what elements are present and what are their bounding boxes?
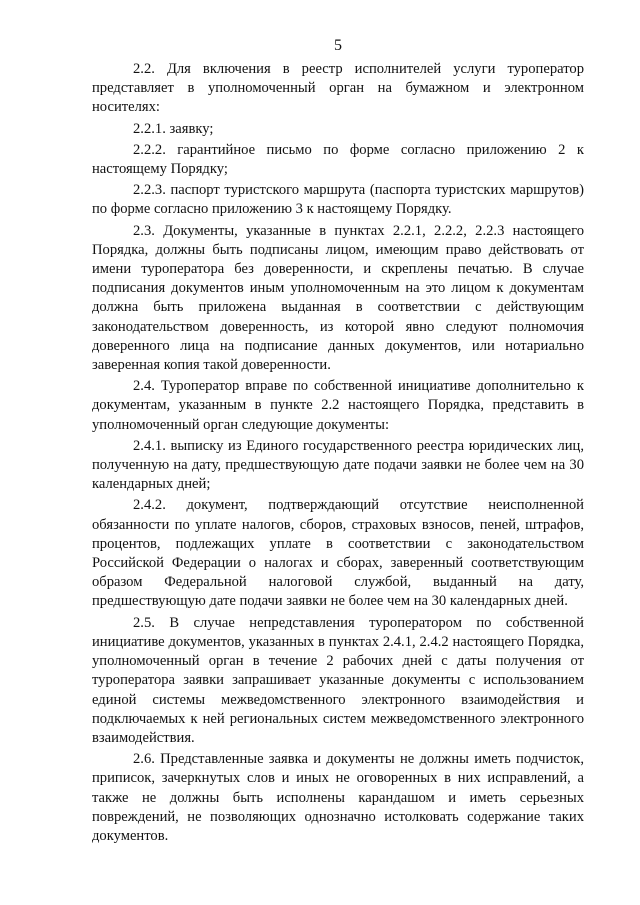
paragraph-2-2-2: 2.2.2. гарантийное письмо по форме согласно приложению 2 к настоящему Порядку;	[92, 141, 584, 178]
paragraph-2-4: 2.4. Туроператор вправе по собственной инициативе дополнительно к документам, указанным в пункте 2.2 настоящего Порядка, представить в уполномоченный орган следующие документы:	[92, 378, 584, 433]
paragraph-2-2-1: 2.2.1. заявку;	[133, 120, 214, 137]
paragraph-2-2-3: 2.2.3. паспорт туристского маршрута (паспорта туристских маршрутов) по форме согласно приложению 3 к настоящему Порядку.	[92, 182, 584, 218]
paragraph-2-4-2: 2.4.2. документ, подтверждающий отсутствие неисполненной обязанности по уплате налогов, сборов, страховых взносов, пеней, штрафов, процентов, подлежащих уплате в соответствии с законодательством Российской Федерации о налогах и сборах, заверенный соответствующим образом Федеральной налоговой службой, выданный на дату, предшествующую дате подачи заявки не более чем на 30 календарных дней.	[92, 497, 584, 610]
paragraph-2-4-1: 2.4.1. выписку из Единого государственного реестра юридических лиц, полученную на дату, предшествующую дате подачи заявки не более чем на 30 календарных дней;	[92, 437, 584, 493]
page-number: 5	[334, 37, 342, 54]
paragraph-2-2: 2.2. Для включения в реестр исполнителей услуги туроператор представляет в уполномоченный орган на бумажном и электронном носителях:	[92, 61, 584, 116]
paragraph-2-6: 2.6. Представленные заявка и документы не должны иметь подчисток, приписок, зачеркнутых слов и иных не оговоренных в них исправлений, а также не должны быть исполнены карандашом и иметь серьезных повреждений, не позволяющих однозначно истолковать содержание таких документов.	[92, 751, 584, 844]
paragraph-2-3: 2.3. Документы, указанные в пунктах 2.2.1, 2.2.2, 2.2.3 настоящего Порядка, должны быть подписаны лицом, имеющим право действовать от имени туроператора без доверенности, и скреплены печатью. В случае подписания документов иным уполномоченным на это лицом к документам должна быть приложена выданная в соответствии с действующим законодательством доверенность, из которой явно следуют полномочия доверенного лица на подписание данных документов, или нотариально заверенная копия такой доверенности.	[92, 222, 584, 374]
paragraph-2-5: 2.5. В случае непредставления туроператором по собственной инициативе документов, указанных в пунктах 2.4.1, 2.4.2 настоящего Порядка, уполномоченный орган в течение 2 рабочих дней с даты получения от туроператора заявки запрашивает указанные документы с использованием единой системы межведомственного электронного взаимодействия и подключаемых к ней региональных систем межведомственного электронного взаимодействия.	[92, 614, 584, 746]
document-body	[92, 60, 584, 846]
